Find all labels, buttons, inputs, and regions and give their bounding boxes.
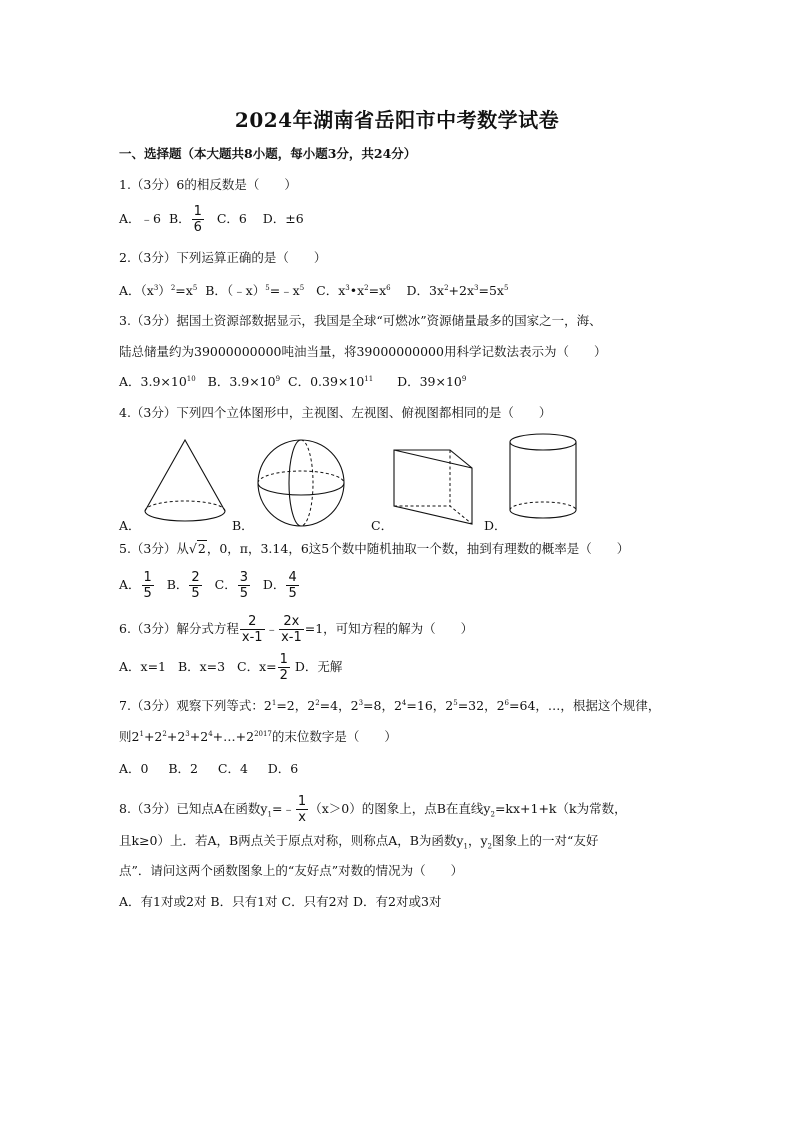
option-c: C．$0.39\times 10^{11}$ [288, 374, 374, 389]
question-7-line-2: 则$2^1+2^2+2^3+2^4+\dots+2^{2017}$的末位数字是（ ） [119, 729, 397, 744]
question-8-options: A．有1对或2对 B．只有1对 C．只有2对 D．有2对或3对 [119, 894, 442, 909]
figure-label-d: D． [484, 518, 507, 533]
option-a: A．0 [119, 761, 149, 776]
question-1-stem: 1.（3分）6的相反数是（ ） [119, 177, 297, 192]
option-c: C．x= $\frac{1}{2}$ [237, 652, 288, 683]
option-d: D．$3x^2+2x^3=5x^5$ [406, 283, 509, 298]
question-8-line-3: 点”．请问这两个函数图象上的“友好点”对数的情况为（ ） [119, 863, 464, 878]
fraction: $\frac{2}{x-1}$ [241, 614, 263, 645]
sphere-figure [254, 436, 348, 530]
page-title: 2024年湖南省岳阳市中考数学试卷 [234, 108, 560, 132]
option-c: C． $\frac{3}{5}$ [214, 570, 248, 601]
option-a: A．x=1 [119, 659, 167, 674]
option-a: A． $\frac{1}{5}$ [119, 570, 152, 601]
question-5-stem: 5.（3分）从√2，0，π，3.14，6这5个数中随机抽取一个数，抽到有理数的概率是（ ） [119, 541, 630, 556]
option-d: D．$39\times 10^9$ [397, 374, 467, 389]
question-2-options [119, 282, 508, 300]
fraction: $\frac{2x}{x-1}$ [281, 614, 302, 645]
option-d: D．无解 [294, 659, 343, 674]
question-1-options [119, 204, 304, 235]
option-c: C．$x^3•x^2=x^6$ [316, 283, 391, 298]
question-6-stem: 6.（3分）解分式方程 $\frac{2}{x-1}$ ﹣ $\frac{2x}{x-1}$ =1，可知方程的解为（ ） [119, 614, 474, 645]
question-8-line-1: 8.（3分）已知点A在函数$y_1=﹣$ $\frac{1}{x}$ （x＞0）的图象上，点B在直线$y_2=kx+1+k(k$为常数， [119, 794, 627, 825]
figure-label-b: B． [232, 518, 254, 533]
fraction: $\frac{1}{x}$ [297, 794, 307, 825]
option-a: A．$(x^3)^2=x^5$ [119, 283, 198, 298]
sqrt-symbol: √2 [188, 541, 206, 556]
prism-figure [388, 442, 478, 528]
option-d: D．±6 [262, 211, 304, 226]
question-2-stem: 2.（3分）下列运算正确的是（ ） [119, 250, 327, 265]
option-b-label: B． [168, 211, 191, 226]
fraction: $\frac{1}{6}$ [193, 204, 202, 235]
question-3-line-2: 陆总储量约为39000000000吨油当量，将39000000000用科学记数法表示为（ ） [119, 344, 607, 359]
question-6-options [119, 652, 342, 683]
option-a: A．﹣6 [119, 211, 161, 226]
option-d: D．6 [267, 761, 299, 776]
option-c: C．6 [216, 211, 247, 226]
question-7-line-1: 7.（3分）观察下列等式：$2^1=2$，$2^2=4$，$2^3=8$，$2^4=16$，$2^5=32$，$2^6=64$，…，根据这个规律， [119, 698, 661, 713]
question-7-options [119, 760, 298, 778]
figure-label-c: C． [371, 518, 394, 533]
figure-label-a: A． [119, 518, 141, 533]
option-d: D． $\frac{4}{5}$ [262, 570, 297, 601]
option-a: A．$3.9\times 10^{10}$ [119, 374, 196, 389]
cone-figure [140, 435, 230, 527]
question-3-line-1: 3.（3分）据国土资源部数据显示，我国是全球“可燃冰”资源储量最多的国家之一，海、 [119, 313, 602, 328]
option-b: B．$(﹣x)^5=﹣x^5$ [205, 283, 305, 298]
option-b: B． $\frac{2}{5}$ [166, 570, 200, 601]
option-b: B．x=3 [177, 659, 226, 674]
question-5-options [119, 570, 300, 601]
question-4-stem: 4.（3分）下列四个立体图形中，主视图、左视图、俯视图都相同的是（ ） [119, 405, 552, 420]
question-8-line-2: 且k≥0）上．若A，B两点关于原点对称，则称点A，B为函数$y_1$，$y_2$图象上的一对“友好 [119, 833, 599, 851]
question-3-options [119, 373, 466, 391]
option-b: B．$3.9\times 10^9$ [207, 374, 281, 389]
option-b: B．2 [168, 761, 198, 776]
section-heading: 一、选择题（本大题共8小题，每小题3分，共24分） [119, 146, 417, 161]
cylinder-figure [504, 430, 582, 526]
option-c: C．4 [217, 761, 248, 776]
